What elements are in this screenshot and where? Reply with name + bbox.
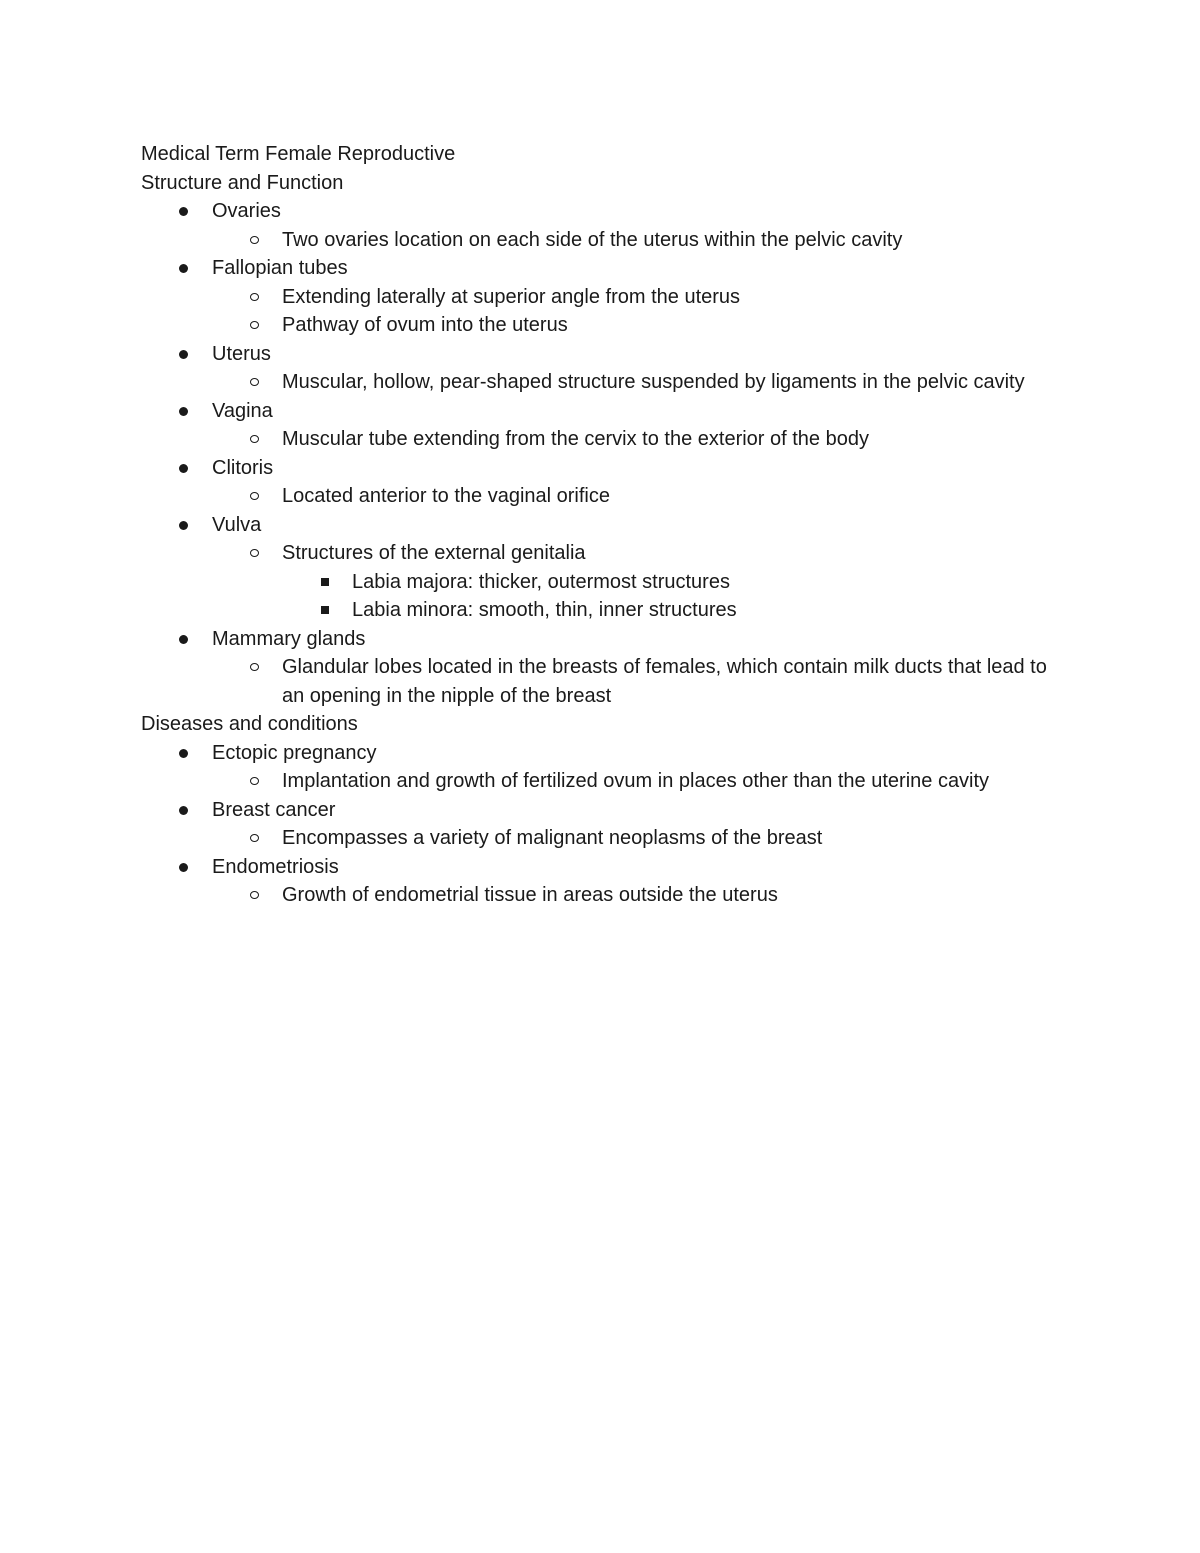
list-item-label: Breast cancer <box>212 798 336 821</box>
hollow-circle-bullet-icon <box>250 236 259 244</box>
list-subsubitem <box>141 596 1061 625</box>
list-item-vulva <box>141 511 1061 540</box>
list-subitem <box>141 539 1061 568</box>
list-subsubitem-label: Labia minora: smooth, thin, inner structures <box>352 599 737 621</box>
list-item-endometriosis <box>141 853 1061 882</box>
list-subitem <box>141 767 1061 796</box>
hollow-circle-bullet-icon <box>250 663 259 671</box>
list-subitem-label: Structures of the external genitalia <box>282 542 586 564</box>
filled-square-bullet-icon <box>321 606 329 614</box>
list-subitem-label: Located anterior to the vaginal orifice <box>282 485 610 507</box>
filled-square-bullet-icon <box>321 578 329 586</box>
hollow-circle-bullet-icon <box>250 891 259 899</box>
list-item-label: Uterus <box>212 342 271 365</box>
hollow-circle-bullet-icon <box>250 549 259 557</box>
hollow-circle-bullet-icon <box>250 321 259 329</box>
list-item-uterus <box>141 340 1061 369</box>
list-item-label: Vulva <box>212 513 262 536</box>
filled-circle-bullet-icon <box>179 207 188 216</box>
list-subitem <box>141 653 1061 710</box>
list-subitem-label: Implantation and growth of fertilized ovum in places other than the uterine cavity <box>282 770 990 792</box>
list-item-vagina <box>141 397 1061 426</box>
list-item-label: Ectopic pregnancy <box>212 741 377 764</box>
list-item-fallopian-tubes <box>141 254 1061 283</box>
section-list-structure <box>141 197 1061 710</box>
list-subitem <box>141 368 1061 397</box>
filled-circle-bullet-icon <box>179 264 188 273</box>
list-subsubitem-label: Labia majora: thicker, outermost structures <box>352 570 730 593</box>
filled-circle-bullet-icon <box>179 521 188 530</box>
document-title: Medical Term Female Reproductive <box>141 143 456 165</box>
list-subitem <box>141 824 1061 853</box>
hollow-circle-bullet-icon <box>250 378 259 386</box>
list-subitem-label: Extending laterally at superior angle from the uterus <box>282 285 741 308</box>
section-heading-diseases: Diseases and conditions <box>141 713 358 735</box>
filled-circle-bullet-icon <box>179 806 188 815</box>
list-item-label: Vagina <box>212 399 273 422</box>
filled-circle-bullet-icon <box>179 350 188 359</box>
filled-circle-bullet-icon <box>179 863 188 872</box>
document-body <box>141 140 1061 910</box>
filled-circle-bullet-icon <box>179 635 188 644</box>
hollow-circle-bullet-icon <box>250 834 259 842</box>
list-subitem-label: Muscular tube extending from the cervix to the exterior of the body <box>282 428 869 450</box>
list-subitem-label: Growth of endometrial tissue in areas outside the uterus <box>282 884 778 906</box>
filled-circle-bullet-icon <box>179 749 188 758</box>
list-item-label: Endometriosis <box>212 855 339 878</box>
list-item-label: Mammary glands <box>212 627 366 650</box>
list-subitem <box>141 482 1061 511</box>
section-list-diseases <box>141 739 1061 910</box>
filled-circle-bullet-icon <box>179 407 188 416</box>
list-subitem-label: Encompasses a variety of malignant neoplasms of the breast <box>282 827 823 849</box>
list-item-breast-cancer <box>141 796 1061 825</box>
list-subsubitem <box>141 568 1061 597</box>
list-subitem-label: Muscular, hollow, pear-shaped structure suspended by ligaments in the pelvic cavity <box>282 371 1025 393</box>
list-item-ectopic-pregnancy <box>141 739 1061 768</box>
list-subitem <box>141 283 1061 312</box>
list-item-clitoris <box>141 454 1061 483</box>
hollow-circle-bullet-icon <box>250 435 259 443</box>
section-heading-structure: Structure and Function <box>141 171 344 194</box>
list-item-ovaries <box>141 197 1061 226</box>
list-item-label: Fallopian tubes <box>212 257 348 279</box>
hollow-circle-bullet-icon <box>250 777 259 785</box>
hollow-circle-bullet-icon <box>250 492 259 500</box>
list-subitem-label: Pathway of ovum into the uterus <box>282 314 568 336</box>
list-subitem <box>141 226 1061 255</box>
list-subitem-label: Glandular lobes located in the breasts of females, which contain milk ducts that lead to an opening in the nipple of the breast <box>282 656 1047 707</box>
list-item-label: Clitoris <box>212 456 274 479</box>
filled-circle-bullet-icon <box>179 464 188 473</box>
list-subitem <box>141 311 1061 340</box>
list-subitem-label: Two ovaries location on each side of the uterus within the pelvic cavity <box>282 228 903 251</box>
list-item-label: Ovaries <box>212 200 281 222</box>
list-item-mammary-glands <box>141 625 1061 654</box>
list-subitem <box>141 425 1061 454</box>
hollow-circle-bullet-icon <box>250 293 259 301</box>
list-subitem <box>141 881 1061 910</box>
